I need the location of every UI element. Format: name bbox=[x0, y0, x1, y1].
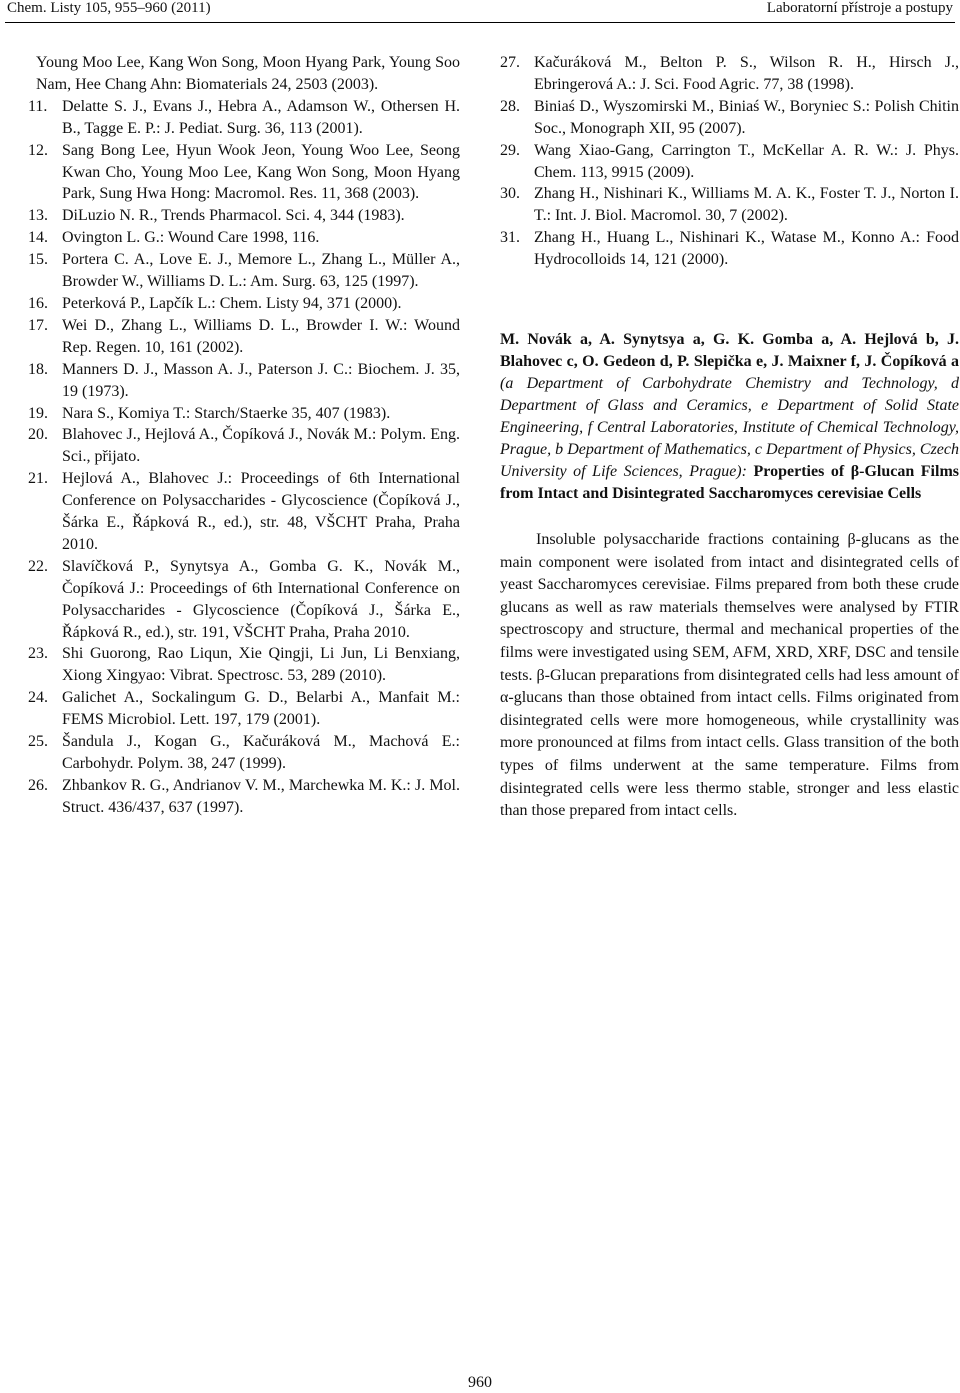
abstract-authors: M. Novák a, A. Synytsya a, G. K. Gomba a, A. Hejlová b, J. Blahovec c, O. Gedeon d, P. Slepička e, J. Maixner f, J. Čopíková a bbox=[500, 331, 959, 371]
reference-text: Biniaś D., Wyszomirski M., Biniaś W., Boryniec S.: Polish Chitin Soc., Monograph XII, 95 (2007). bbox=[534, 97, 959, 137]
abstract-heading bbox=[500, 329, 959, 505]
reference-number: 11. bbox=[28, 97, 48, 115]
reference-item bbox=[500, 140, 959, 184]
running-header bbox=[5, 0, 955, 23]
reference-item bbox=[28, 249, 460, 293]
abstract-body: Insoluble polysaccharide fractions containing β-glucans as the main component were isolated from intact and disintegrated cells of yeast Saccharomyces cerevisiae. Films prepared from both these crude glucans as well as raw materials themselves were analysed by FTIR spectroscopy and structure, thermal and mechanical properties of the films were investigated using SEM, AFM, XRD, XRF, DSC and tensile tests. β-Glucan preparations from disintegrated cells had less amount of α-glucans than those obtained from intact cells. Films originated from disintegrated cells were more homogeneous, while crystallinity was more pronounced at films from intact cells. Glass transition of the both types of films underwent at the same temperature. Films from disintegrated cells were less thermo stable, stronger and less elastic than those prepared from intact cells. bbox=[500, 531, 959, 820]
reference-number: 18. bbox=[28, 360, 48, 378]
reference-number: 20. bbox=[28, 426, 48, 444]
reference-number: 26. bbox=[28, 776, 48, 794]
reference-number: 27. bbox=[500, 54, 520, 71]
reference-text: Manners D. J., Masson A. J., Paterson J. C.: Biochem. J. 35, 19 (1973). bbox=[62, 360, 460, 400]
reference-number: 15. bbox=[28, 251, 48, 269]
reference-number: 30. bbox=[500, 185, 520, 203]
reference-item bbox=[500, 52, 959, 96]
reference-item bbox=[28, 731, 460, 775]
reference-item bbox=[28, 468, 460, 556]
reference-item bbox=[28, 140, 460, 206]
reference-item bbox=[28, 293, 460, 315]
right-column bbox=[500, 52, 959, 823]
reference-number: 25. bbox=[28, 733, 48, 751]
reference-item bbox=[28, 424, 460, 468]
reference-text: Ovington L. G.: Wound Care 1998, 116. bbox=[62, 229, 320, 247]
reference-item bbox=[28, 52, 460, 96]
reference-item bbox=[28, 96, 460, 140]
reference-item bbox=[28, 359, 460, 403]
reference-text: Young Moo Lee, Kang Won Song, Moon Hyang Park, Young Soo Nam, Hee Chang Ahn: Biomaterials 24, 2503 (2003). bbox=[36, 54, 460, 93]
reference-item bbox=[28, 205, 460, 227]
reference-text: Sang Bong Lee, Hyun Wook Jeon, Young Woo Lee, Seong Kwan Cho, Young Moo Lee, Kang Won Song, Moon Hyang Park, Sung Hwa Hong: Macromol. Res. 11, 368 (2003). bbox=[62, 141, 460, 203]
reference-item bbox=[500, 227, 959, 271]
reference-number: 31. bbox=[500, 229, 520, 247]
reference-text: Peterková P., Lapčík L.: Chem. Listy 94, 371 (2000). bbox=[62, 294, 402, 312]
reference-number: 28. bbox=[500, 97, 520, 115]
reference-item bbox=[500, 183, 959, 227]
reference-text: Slavíčková P., Synytsya A., Gomba G. K., Novák M., Čopíková J.: Proceedings of 6th International Conference on Polysaccharides - Glycoscience (Čopíková J., Šárka E., Řápková R., ed.), str. 191, VŠCHT Praha, Praha 2010. bbox=[62, 557, 460, 641]
reference-text: Nara S., Komiya T.: Starch/Staerke 35, 407 (1983). bbox=[62, 404, 391, 422]
page-number: 960 bbox=[468, 1374, 492, 1391]
left-column-references bbox=[28, 52, 460, 819]
reference-number: 13. bbox=[28, 207, 48, 225]
reference-number: 19. bbox=[28, 404, 48, 422]
reference-item bbox=[28, 227, 460, 249]
reference-number: 22. bbox=[28, 557, 48, 575]
section-title: Laboratorní přístroje a postupy bbox=[766, 0, 953, 16]
reference-number: 29. bbox=[500, 141, 520, 159]
reference-text: Wang Xiao-Gang, Carrington T., McKellar A. R. W.: J. Phys. Chem. 113, 9915 (2009). bbox=[534, 141, 959, 181]
reference-number: 12. bbox=[28, 141, 48, 159]
reference-item bbox=[500, 96, 959, 140]
reference-text: Zhbankov R. G., Andrianov V. M., Marchewka M. K.: J. Mol. Struct. 436/437, 637 (1997). bbox=[62, 776, 460, 816]
reference-item bbox=[28, 556, 460, 644]
reference-item bbox=[28, 687, 460, 731]
reference-text: Kačuráková M., Belton P. S., Wilson R. H., Hirsch J., Ebringerová A.: J. Sci. Food Agric. 77, 38 (1998). bbox=[534, 54, 959, 93]
reference-text: Shi Guorong, Rao Liqun, Xie Qingji, Li Jun, Li Benxiang, Xiong Xingyao: Vibrat. Spectrosc. 53, 289 (2010). bbox=[62, 645, 460, 685]
reference-item bbox=[28, 315, 460, 359]
abstract-title: Properties of β-Glucan Films from Intact and Disintegrated Saccharomyces cerevisiae Cells bbox=[500, 463, 960, 503]
reference-number: 16. bbox=[28, 294, 48, 312]
reference-text: DiLuzio N. R., Trends Pharmacol. Sci. 4, 344 (1983). bbox=[62, 207, 405, 225]
reference-item bbox=[28, 643, 460, 687]
reference-number: 14. bbox=[28, 229, 48, 247]
reference-text: Portera C. A., Love E. J., Memore L., Zhang L., Müller A., Browder W., Williams D. L.: Am. Surg. 63, 125 (1997). bbox=[62, 251, 460, 291]
reference-text: Delatte S. J., Evans J., Hebra A., Adamson W., Othersen H. B., Tagge E. P.: J. Pediat. Surg. 36, 113 (2001). bbox=[62, 97, 460, 137]
reference-text: Wei D., Zhang L., Williams D. L., Browder I. W.: Wound Rep. Regen. 10, 161 (2002). bbox=[62, 316, 460, 356]
reference-text: Šandula J., Kogan G., Kačuráková M., Machová E.: Carbohydr. Polym. 38, 247 (1999). bbox=[62, 733, 460, 772]
reference-text: Galichet A., Sockalingum G. D., Belarbi A., Manfait M.: FEMS Microbiol. Lett. 197, 179 (2001). bbox=[62, 689, 460, 729]
reference-number: 17. bbox=[28, 316, 48, 334]
reference-number: 24. bbox=[28, 689, 48, 707]
journal-citation: Chem. Listy 105, 955–960 (2011) bbox=[7, 0, 211, 16]
reference-item bbox=[28, 775, 460, 819]
reference-text: Zhang H., Huang L., Nishinari K., Watase M., Konno A.: Food Hydrocolloids 14, 121 (2000). bbox=[534, 229, 959, 269]
reference-item bbox=[28, 403, 460, 425]
reference-number: 23. bbox=[28, 645, 48, 663]
abstract-affiliations: (a Department of Carbohydrate Chemistry and Technology, d Department of Glass and Ceramics, e Department of Solid State Engineering, f Central Laboratories, Institute of Chemical Technology, Prague, b Department of Mathematics, c Department of Physics, Czech University of Life Sciences, Prague): bbox=[500, 375, 959, 481]
reference-text: Hejlová A., Blahovec J.: Proceedings of 6th International Conference on Polysaccharides - Glycoscience (Čopíková J., Šárka E., Řápková R., ed.), str. 48, VŠCHT Praha, Praha 2010. bbox=[62, 470, 460, 553]
reference-number: 21. bbox=[28, 470, 48, 488]
reference-text: Zhang H., Nishinari K., Williams M. A. K., Foster T. J., Norton I. T.: Int. J. Biol. Macromol. 30, 7 (2002). bbox=[534, 185, 959, 225]
reference-text: Blahovec J., Hejlová A., Čopíková J., Novák M.: Polym. Eng. Sci., přijato. bbox=[62, 426, 460, 466]
